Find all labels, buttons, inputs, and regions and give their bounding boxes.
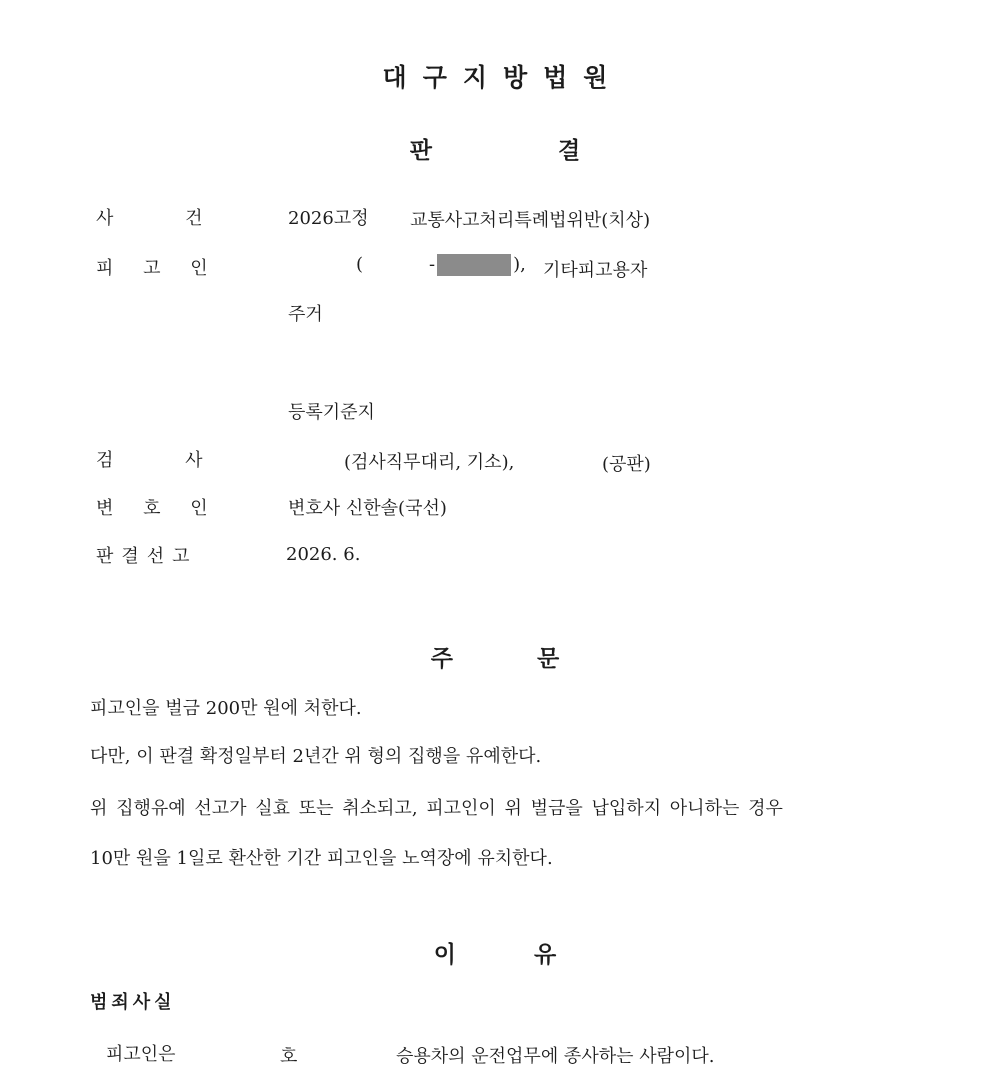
lawyer-value: 변호사 신한솔(국선) (288, 498, 447, 519)
heading-char: 주 (430, 646, 453, 672)
order-heading (0, 640, 990, 673)
heading-char: 판 (409, 138, 432, 164)
judgment-date-label: 판결선고 (96, 546, 198, 567)
lawyer-label: 변 호 인 (96, 498, 208, 519)
defendant-id (356, 254, 526, 276)
residence-label: 주거 (288, 304, 323, 325)
registration-label: 등록기준지 (288, 402, 375, 423)
order-line: 10만 원을 1일로 환산한 기간 피고인을 노역장에 유치한다. (90, 848, 553, 869)
case-title: 교통사고처리특례법위반(치상) (410, 210, 651, 231)
crime-facts-title: 범죄사실 (90, 992, 176, 1013)
heading-char: 유 (534, 942, 557, 968)
heading-char: 이 (433, 942, 456, 968)
court-name: 대구지방법원 (382, 63, 624, 92)
order-line: 피고인을 벌금 200만 원에 처한다. (90, 698, 362, 719)
judgment-date-value: 2026. 6. (286, 544, 361, 565)
crime-facts-text: 승용차의 운전업무에 종사하는 사람이다. (396, 1046, 715, 1067)
prosecutor-value-1: (검사직무대리, 기소), (344, 452, 515, 473)
close-paren: ), (513, 254, 526, 275)
reason-heading (0, 936, 990, 969)
heading-char: 결 (558, 138, 581, 164)
defendant-label: 피 고 인 (96, 258, 208, 279)
prosecutor-value-2: (공판) (602, 454, 651, 475)
crime-facts-subject: 피고인은 (106, 1044, 176, 1065)
order-line: 위 집행유예 선고가 실효 또는 취소되고, 피고인이 위 벌금을 납입하지 아니하는 경우 (90, 798, 783, 819)
document-type-heading (0, 132, 990, 165)
prosecutor-label: 검 사 (96, 450, 203, 471)
order-line: 다만, 이 판결 확정일부터 2년간 위 형의 집행을 유예한다. (90, 746, 542, 767)
redaction-block (437, 254, 511, 276)
case-label: 사 건 (96, 208, 203, 229)
crime-facts-ho: 호 (280, 1046, 298, 1067)
heading-char: 문 (537, 646, 560, 672)
case-number: 2026고정 (288, 208, 369, 229)
open-paren: ( (356, 254, 364, 275)
id-dash: - (429, 254, 436, 275)
defendant-job: 기타피고용자 (543, 260, 648, 281)
